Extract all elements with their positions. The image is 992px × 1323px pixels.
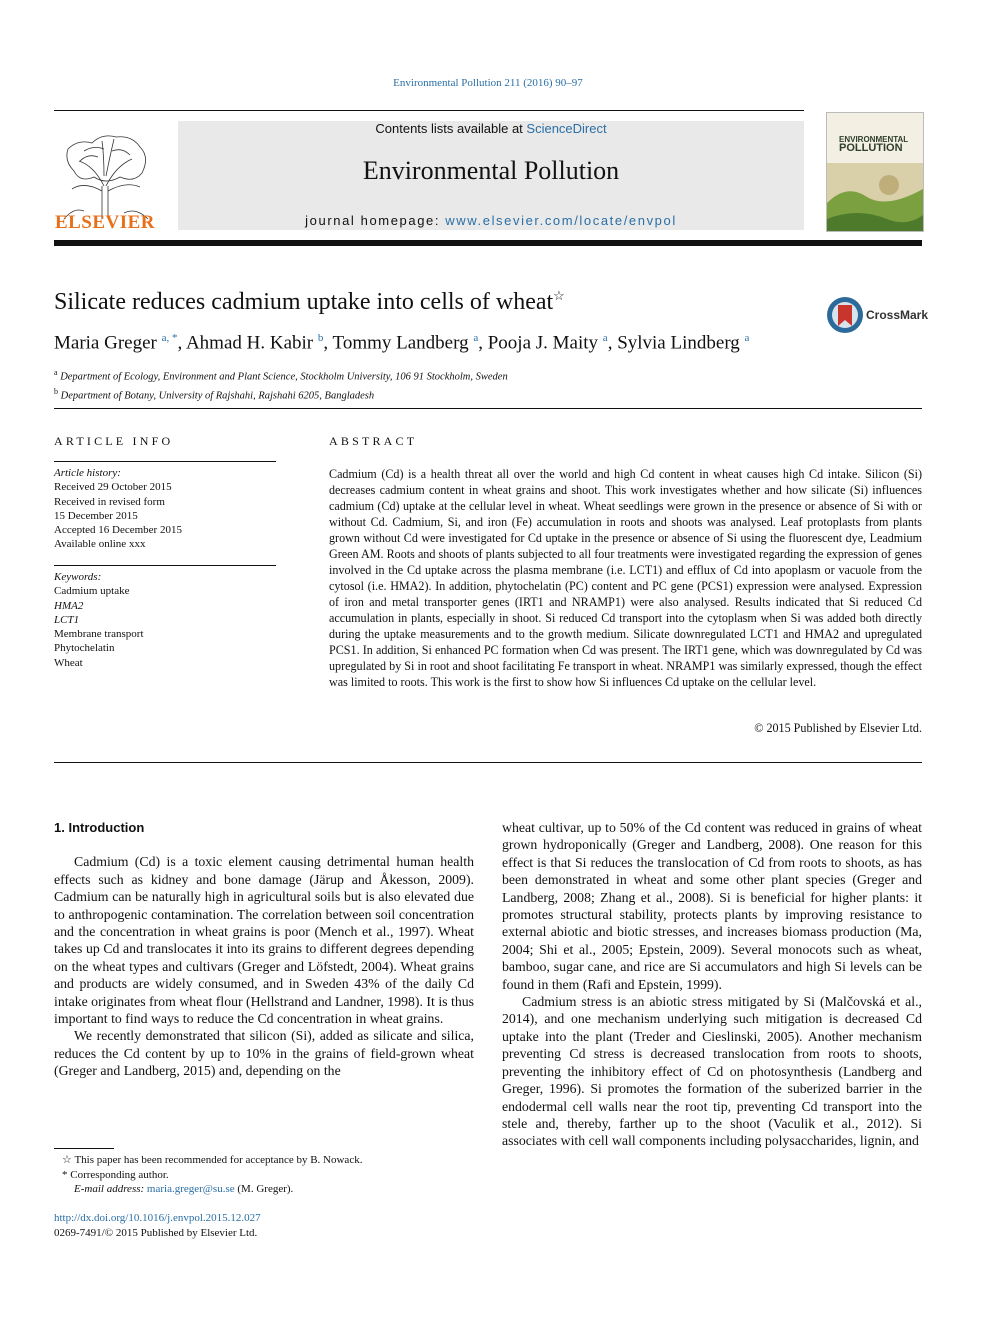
issn-line: 0269-7491/© 2015 Published by Elsevier Ltd. (54, 1226, 258, 1239)
affiliation-text: Department of Botany, University of Rajshahi, Rajshahi 6205, Bangladesh (60, 390, 375, 401)
doi-block (54, 1211, 261, 1240)
abstract-copyright: © 2015 Published by Elsevier Ltd. (754, 721, 922, 735)
crossmark-badge[interactable] (826, 296, 929, 336)
body-paragraph: Cadmium stress is an abiotic stress mitigated by Si (Malčovská et al., 2014), and one mechanism underlying such mitigation is decreased Cd uptake into the plant (Treder and Cieslinski, 2005). Another mechanism preventing Cd stress is decreased translocation from roots to shoots, preventing the inhibitory effect of Cd on photosynthesis (Landberg and Greger, 1996). Si promotes the formation of the suberized barrier in the endodermal cell walls near the root tip, preventing Cd transport into the stele and, thereby, farther up to the shoot (Vaculik et al., 2012). Si associates with cell wall components including polysaccharides, lignin, and (502, 994, 922, 1149)
keyword: LCT1 (54, 613, 80, 626)
contents-line (178, 121, 804, 136)
history-item: Received 29 October 2015 (54, 481, 172, 494)
footnotes (54, 1153, 362, 1197)
author-list: Maria Greger $^{a, *}$, Ahmad H. Kabir $^b$, Tommy Landberg $^a$, Pooja J. Maity $^a$, Sylvia Lindberg $^a$ (54, 332, 750, 354)
footnote-star-mark: ☆ (62, 1154, 72, 1166)
history-item: Accepted 16 December 2015 (54, 524, 182, 537)
homepage-prefix: journal homepage: (305, 213, 446, 228)
body-left-column (54, 819, 474, 1080)
footnote-corr-mark: * (62, 1168, 68, 1181)
email-suffix: (M. Greger). (237, 1183, 294, 1196)
homepage-link[interactable]: www.elsevier.com/locate/envpol (445, 213, 677, 228)
publisher-wordmark: ELSEVIER (54, 212, 156, 233)
body-paragraph: wheat cultivar, up to 50% of the Cd content was reduced in grains of wheat grown hydroponically (Greger and Landberg, 2008). One reason for this effect is that Si reduces the translocation of Cd from roots to shoots, as has been demonstrated in wheat and some other plant species (Greger and Landberg, 2008; Zhang et al., 2008). Si is beneficial for higher plants: it promotes structural stability, protects plants by improving resistance to external abiotic and biotic stresses, and increases biomass production (Ma, 2004; Shi et al., 2005; Epstein, 2009). Several monocots such as wheat, bamboo, sugar cane, and rice are Si accumulators and high Si levels can be found in them (Rafi and Epstein, 1999). (502, 820, 922, 992)
body-paragraph: Cadmium (Cd) is a toxic element causing detrimental human health effects such as kidney and bone damage (Järup and Åkesson, 2009). Cadmium can be naturally high in agricultural soils but is also elevated due to anthropogenic contamination. The correlation between soil concentration and the concentration in wheat grains is poor (Mench et al., 1997). Wheat takes up Cd and translocates it into its grains to different degrees depending on the wheat types and cultivars (Greger and Löfstedt, 2004). Wheat grains and products are widely consumed, and in Sweden 43% of the daily Cd intake originates from wheat flour (Hellstrand and Landner, 1998). It is thus important to find ways to reduce the Cd concentration in wheat grains. (54, 854, 474, 1027)
cover-title-line-2: POLLUTION (839, 142, 903, 154)
affiliation-mark: b (54, 386, 58, 396)
author-affiliation-mark[interactable]: a (602, 332, 608, 344)
section-heading-introduction: 1. Introduction (54, 820, 145, 835)
history-item: Available online xxx (54, 538, 146, 551)
cover-title-line-1: ENVIRONMENTAL (839, 135, 909, 144)
history-item: Received in revised form (54, 495, 165, 508)
body-paragraph: We recently demonstrated that silicon (Si), added as silicate and silica, reduces the Cd content by up to 10% in the grains of field-grown wheat (Greger and Landberg, 2015) and, depending on the (54, 1028, 474, 1079)
journal-title: Environmental Pollution (362, 156, 620, 185)
article-history (54, 466, 182, 552)
footnote-email (54, 1182, 362, 1197)
keyword: Phytochelatin (54, 642, 115, 655)
author-name[interactable]: Pooja J. Maity (487, 332, 599, 354)
keywords-label: Keywords: (54, 571, 102, 583)
header-thick-rule (54, 240, 922, 246)
footnote-corr-text: Corresponding author. (70, 1168, 169, 1181)
author-name[interactable]: Ahmad H. Kabir (185, 332, 314, 354)
article-info-heading: ARTICLE INFO (54, 434, 174, 448)
affiliation-b (54, 385, 508, 404)
article-title (54, 288, 565, 316)
keyword: HMA2 (54, 599, 84, 612)
author-name[interactable]: Tommy Landberg (332, 332, 469, 354)
keyword: Cadmium uptake (54, 585, 130, 598)
journal-citation[interactable]: Environmental Pollution 211 (2016) 90–97 (393, 77, 583, 89)
footnote-recommendation (54, 1153, 362, 1168)
keyword: Wheat (54, 656, 83, 669)
affiliations (54, 366, 508, 403)
author-affiliation-mark[interactable]: a (744, 332, 750, 344)
history-item: 15 December 2015 (54, 509, 138, 522)
body-right-column (502, 819, 922, 1150)
sciencedirect-link[interactable]: ScienceDirect (526, 121, 607, 136)
journal-homepage-line (178, 213, 804, 228)
keywords-rule (54, 565, 276, 566)
footnote-corresponding (54, 1168, 362, 1183)
title-footnote-mark[interactable]: ☆ (553, 288, 565, 303)
author-affiliation-mark[interactable]: a (473, 332, 479, 344)
section-rule (54, 408, 922, 409)
author-affiliation-mark[interactable]: a, * (161, 332, 178, 344)
email-link[interactable]: maria.greger@su.se (146, 1183, 235, 1196)
top-rule (54, 110, 804, 111)
abstract-bottom-rule (54, 762, 922, 763)
author-name[interactable]: Sylvia Lindberg (617, 332, 740, 354)
affiliation-text: Department of Ecology, Environment and Plant Science, Stockholm University, 106 91 Stockholm, Sweden (60, 371, 508, 383)
contents-prefix: Contents lists available at (375, 121, 527, 136)
article-info-rule (54, 461, 276, 462)
article-title-text: Silicate reduces cadmium uptake into cells of wheat (54, 289, 554, 315)
author-name[interactable]: Maria Greger (54, 332, 157, 354)
history-label: Article history: (54, 467, 121, 479)
author-affiliation-mark[interactable]: b (317, 332, 324, 344)
doi-link[interactable]: http://dx.doi.org/10.1016/j.envpol.2015.12.027 (54, 1212, 261, 1224)
cover-image (827, 163, 923, 232)
footnote-star-text: This paper has been recommended for acceptance by B. Nowack. (74, 1154, 363, 1166)
crossmark-icon (826, 296, 864, 334)
affiliation-a (54, 366, 508, 385)
affiliation-mark: a (54, 368, 58, 377)
abstract-text: Cadmium (Cd) is a health threat all over the world and high Cd content in wheat causes high Cd intake. Silicon (Si) decreases cadmium content in wheat grains and shoot. This work investigates whether and how silicate (Si) influences cadmium (Cd) uptake at the cellular level in wheat. Wheat seedlings were grown in the presence or absence of Si with or without Cd. Cadmium, Si, and iron (Fe) accumulation in roots and shoots was analysed. Leaf protoplasts from plants grown without Cd were investigated for Cd uptake in the presence or absence of Si using the fluorescent dye, Leadmium Green AM. Roots and shoots of plants subjected to all four treatments were investigated regarding the expression of genes involved in the Cd uptake across the plasma membrane (i.e. LCT1) and efflux of Cd into apoplasm or vacuole from the cytosol (i.e. HMA2). In addition, phytochelatin (PC) content and PC gene (PCS1) expression were analysed. Expression of iron and metal transporter genes (IRT1 and NRAMP1) were also analysed. Results indicated that Si reduced Cd accumulation in plants, especially in shoot. Si reduced Cd transport into the cytoplasm when Si was added both directly during the uptake measurements and to the growth medium. Silicate downregulated LCT1 and HMA2 and upregulated PCS1. In addition, Si enhanced PC formation when Cd was present. The IRT1 gene, which was downregulated by Cd was upregulated by Si in root and shoot facilitating Fe transport in wheat. NRAMP1 was similarly expressed, though the effect was limited to roots. This work is the first to show how Si influences Cd uptake on the cellular level. (329, 467, 922, 689)
journal-cover-thumbnail[interactable] (826, 112, 924, 232)
footnote-rule (54, 1148, 114, 1149)
keyword: Membrane transport (54, 628, 144, 641)
keywords (54, 570, 144, 670)
crossmark-label: CrossMark (866, 308, 929, 322)
email-label: E-mail address: (74, 1183, 145, 1196)
abstract-heading: ABSTRACT (329, 434, 418, 448)
